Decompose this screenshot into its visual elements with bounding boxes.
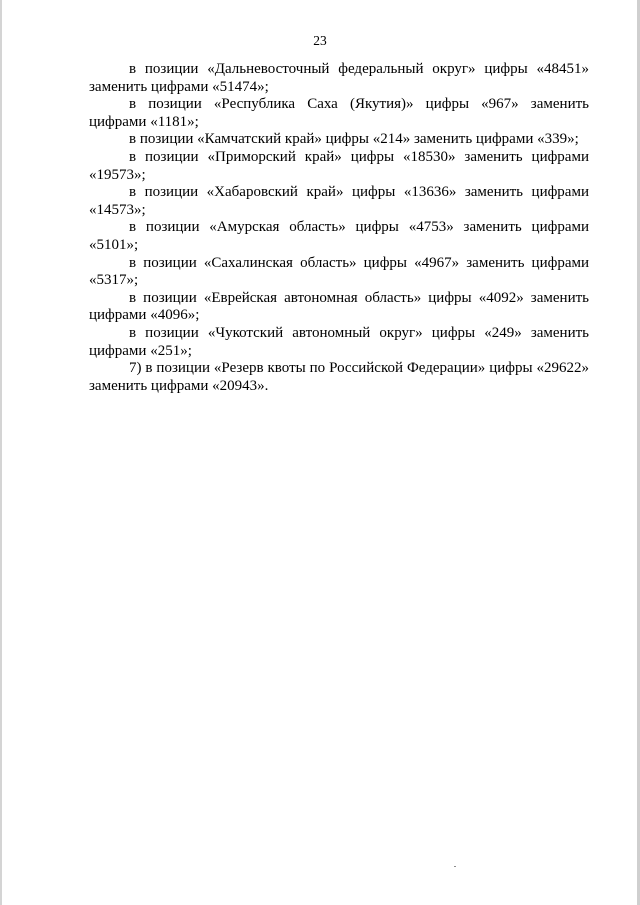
paragraph-jewish-autonomous: в позиции «Еврейская автономная область» цифры «4092» заменить цифрами «4096»; bbox=[89, 289, 589, 324]
paragraph-primorsky: в позиции «Приморский край» цифры «18530» заменить цифрами «19573»; bbox=[89, 148, 589, 183]
paragraph-amur: в позиции «Амурская область» цифры «4753» заменить цифрами «5101»; bbox=[89, 219, 589, 253]
page-number: 23 bbox=[313, 33, 327, 48]
document-body bbox=[89, 61, 589, 395]
paragraph-far-eastern-district: в позиции «Дальневосточный федеральный округ» цифры «48451» заменить цифрами «51474»; bbox=[89, 61, 589, 95]
paragraph-sakha-yakutia: в позиции «Республика Саха (Якутия)» цифры «967» заменить цифрами «1181»; bbox=[89, 96, 589, 130]
paragraph-khabarovsk: в позиции «Хабаровский край» цифры «13636» заменить цифрами «14573»; bbox=[89, 184, 589, 218]
scan-speck bbox=[454, 866, 456, 867]
paragraph-kamchatka: в позиции «Камчатский край» цифры «214» заменить цифрами «339»; bbox=[129, 131, 579, 148]
paragraph-federal-reserve-quota: 7) в позиции «Резерв квоты по Российской Федерации» цифры «29622» заменить цифрами «20943». bbox=[89, 360, 589, 394]
scan-edge-left bbox=[0, 0, 2, 905]
paragraph-chukotka: в позиции «Чукотский автономный округ» цифры «249» заменить цифрами «251»; bbox=[89, 324, 589, 359]
paragraph-sakhalin: в позиции «Сахалинская область» цифры «4967» заменить цифрами «5317»; bbox=[89, 254, 589, 289]
